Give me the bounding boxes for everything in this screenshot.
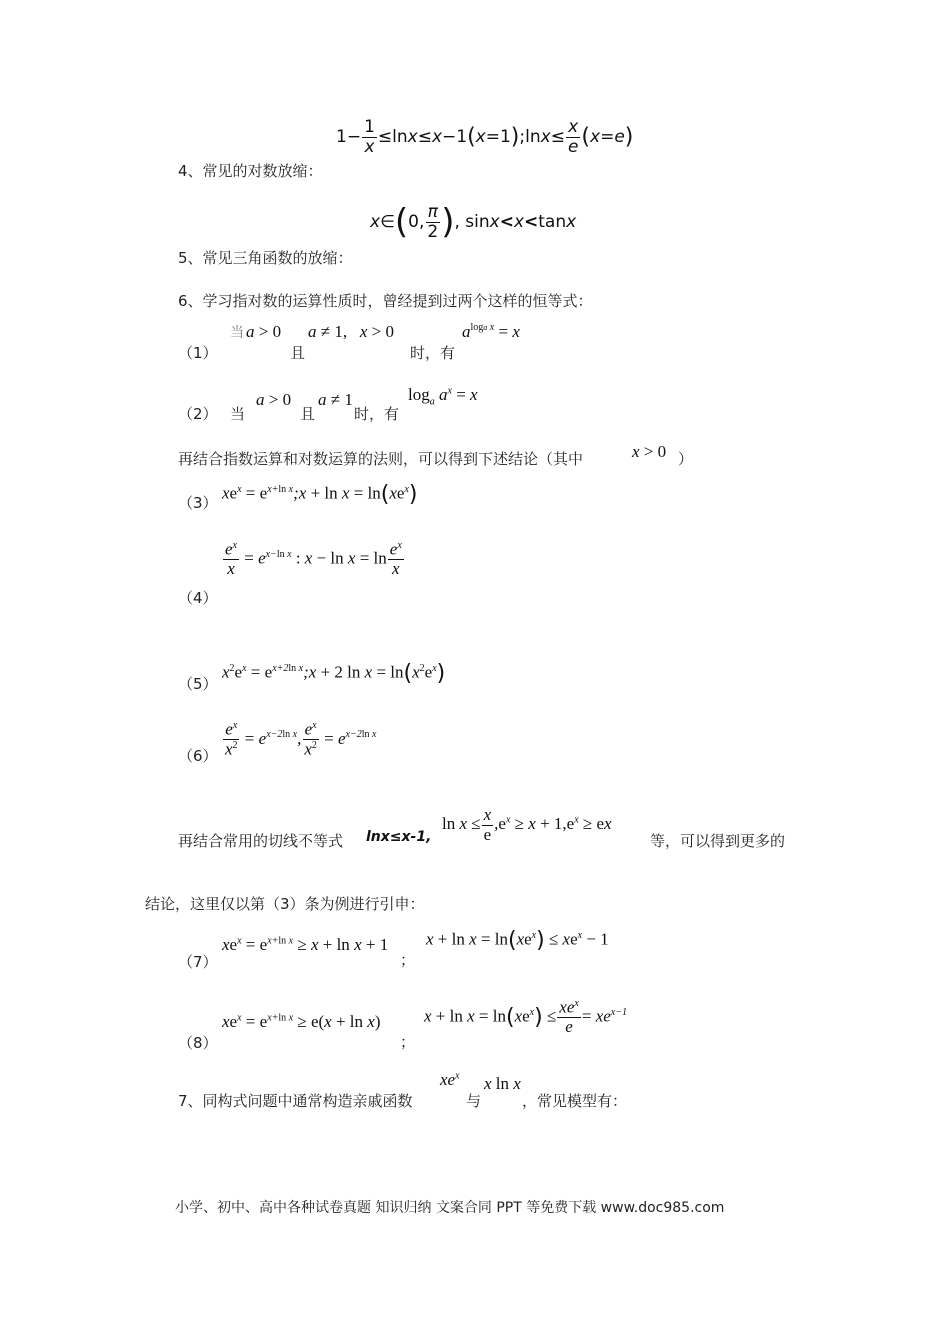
case-2-number: （2） (178, 405, 218, 423)
case-5-number: （5） (178, 675, 218, 693)
case-4-number: （4） (178, 589, 218, 607)
item-4-label: 4、常见的对数放缩： (178, 162, 323, 180)
combine-sentence: 再结合指数运算和对数运算的法则，可以得到下述结论（其中 (178, 450, 584, 468)
footer-text: 小学、初中、高中各种试卷真题 知识归纳 文案合同 PPT 等免费下载 www.doc985.com (175, 1200, 725, 1216)
case-3-number: （3） (178, 494, 218, 512)
case-2-and: 且 (300, 405, 316, 423)
case-7-formula-b: $x + \ln x = \ln(xe^x) \le xe^x - 1$ (426, 928, 609, 953)
case-7-semicolon: ； (400, 951, 416, 969)
case-5-formula: $x^2e^x$ = $e^{x+2ln x};x + 2$ $\ln x = \ln(x^2e^x)$ (222, 661, 446, 686)
tangent-ineq: lnx≤x-1, (366, 829, 432, 845)
case-2-cond-b: a ≠ 1 (318, 390, 353, 409)
case-1-have: 时，有 (410, 344, 456, 362)
combine-sentence-end: ） (678, 450, 694, 468)
case-1-identity: $a^{loga x} = x$ (462, 322, 520, 341)
case-1-when: 当 (230, 325, 244, 341)
case-1-cond-a: a > 0 (246, 322, 282, 341)
item-7-and: 与 (466, 1092, 482, 1110)
case-6-formula: $\frac{e^x}{x^2}$ = $e^{x-2ln x}$, $\frac{e^x}{x^2}$ = $e^{x-2ln x}$ (225, 719, 377, 759)
case-8-number: （8） (178, 1034, 218, 1052)
case-4-formula: $\frac{e^x}{x}$ = $e^{x-ln x}$ : x − ln x = ln $\frac{e^x}{x}$ (225, 539, 402, 579)
item-6-label: 6、学习指对数的运算性质时，曾经提到过两个这样的恒等式： (178, 292, 593, 310)
item-5-label: 5、常见三角函数的放缩： (178, 249, 353, 267)
case-8-semicolon: ； (400, 1033, 416, 1051)
tangent-formulas: ln x ≤ $\frac{x}{e}$ $,e^x \ge x + 1,e^x$ ≥ ex (442, 805, 612, 844)
case-7-number: （7） (178, 953, 218, 971)
formula-trig-bounds: x∈(0, $\frac{\pi}{2}$ ), sinx<x<tanx (370, 201, 577, 242)
item-7-label: 7、同构式问题中通常构造亲戚函数 (178, 1092, 413, 1110)
case-7-formula-a: $xe^x = e^{x+ln x} \ge x + \ln x + 1$ (222, 935, 389, 954)
case-2-when: 当 (230, 405, 246, 423)
tangent-sentence-post: 等，可以得到更多的 (650, 832, 786, 850)
case-8-formula-a: $xe^x = e^{x+ln x} \ge e(x + \ln x)$ (222, 1012, 381, 1031)
case-1-number: （1） (178, 344, 218, 362)
combine-cond: x > 0 (632, 442, 667, 461)
item-7-end: ，常见模型有： (522, 1092, 628, 1110)
case-2-have: 时，有 (354, 405, 400, 423)
tangent-sentence-pre: 再结合常用的切线不等式 (178, 832, 344, 850)
case-3-formula: $xe^x$ = $e^{x+ln x};x + \ln x = \ln(xe^x)$ (222, 482, 418, 507)
item-7-func-b: x ln x (484, 1074, 521, 1093)
item-7-func-a: $xe^x$ (440, 1070, 460, 1089)
case-2-identity: $\log_a a^x = x$ (408, 385, 478, 408)
formula-log-bounds: 1− $\frac{1}{x}$ ≤lnx≤x−1(x=1);lnx≤ $\frac{x}{e}$ (x=e) (336, 117, 634, 157)
case-8-formula-b: $x + \ln x = \ln(xe^x)$ ≤ $\frac{xe^x}{e}$ = $xe^{x-1}$ (424, 997, 627, 1037)
case-1-and: 且 (290, 344, 306, 362)
case-1-cond-b: a ≠ 1, x > 0 (308, 322, 394, 341)
conclusion-sentence: 结论，这里仅以第（3）条为例进行引申： (145, 895, 425, 913)
case-2-cond-a: a > 0 (256, 390, 292, 409)
case-6-number: （6） (178, 747, 218, 765)
